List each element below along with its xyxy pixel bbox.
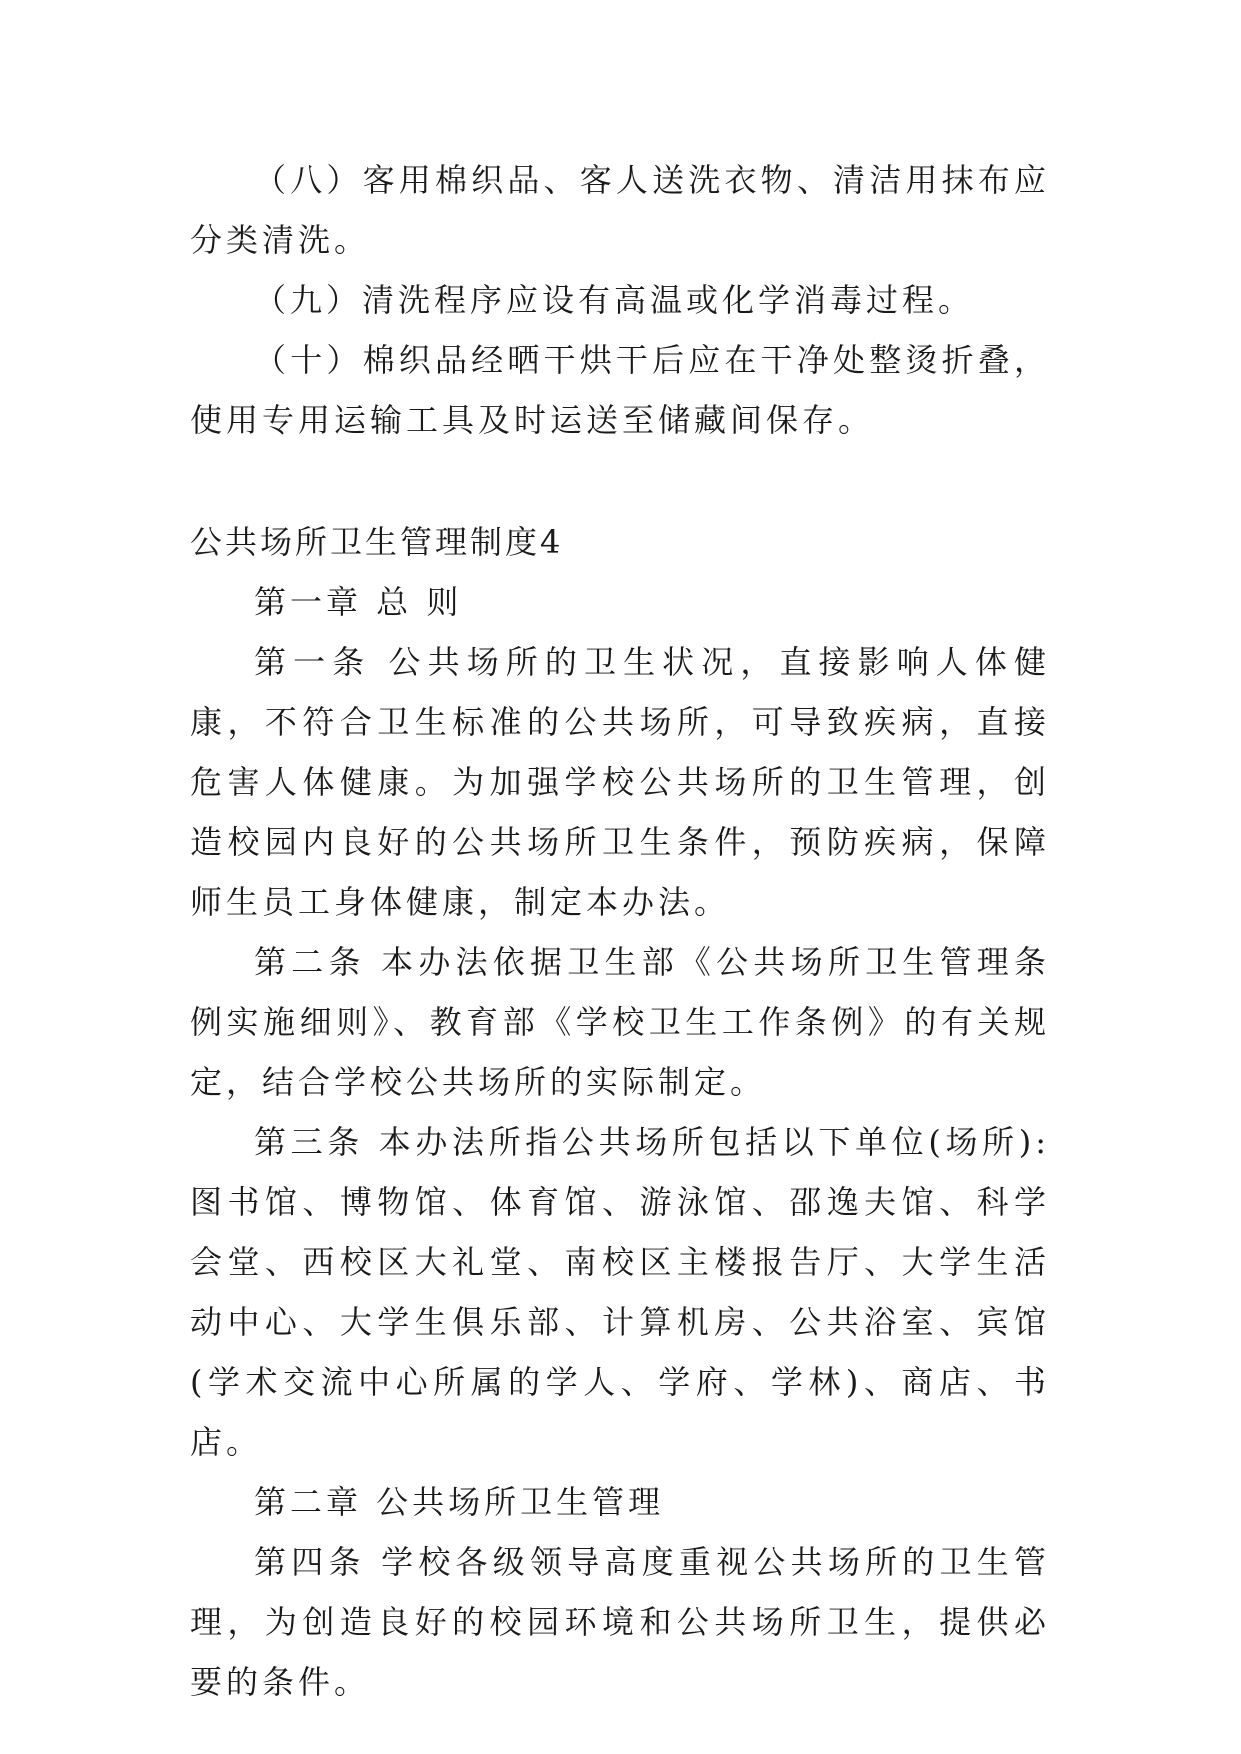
article-4: 第四条 学校各级领导高度重视公共场所的卫生管理，为创造良好的校园环境和公共场所卫生，提供必要的条件。 <box>190 1543 1050 1701</box>
document-page <box>190 150 1050 1712</box>
paragraph-item-8: （八）客用棉织品、客人送洗衣物、清洁用抹布应分类清洗。 <box>190 161 1050 259</box>
paragraph-item-9: （九）清洗程序应设有高温或化学消毒过程。 <box>254 281 975 319</box>
paragraph-item-10: （十）棉织品经晒干烘干后应在干净处整烫折叠，使用专用运输工具及时运送至储藏间保存。 <box>190 341 1050 439</box>
article-3: 第三条 本办法所指公共场所包括以下单位(场所):图书馆、博物馆、体育馆、游泳馆、邵逸夫馆、科学会堂、西校区大礼堂、南校区主楼报告厅、大学生活动中心、大学生俱乐部、计算机房、公共浴室、宾馆(学术交流中心所属的学人、学府、学林)、商店、书店。 <box>190 1123 1050 1461</box>
chapter-1-heading: 第一章 总 则 <box>254 583 463 621</box>
article-1: 第一条 公共场所的卫生状况，直接影响人体健康，不符合卫生标准的公共场所，可导致疾病，直接危害人体健康。为加强学校公共场所的卫生管理，创造校园内良好的公共场所卫生条件，预防疾病，保障师生员工身体健康，制定本办法。 <box>190 643 1050 921</box>
section-title: 公共场所卫生管理制度4 <box>190 523 564 561</box>
article-2: 第二条 本办法依据卫生部《公共场所卫生管理条例实施细则》、教育部《学校卫生工作条例》的有关规定，结合学校公共场所的实际制定。 <box>190 943 1050 1101</box>
chapter-2-heading: 第二章 公共场所卫生管理 <box>254 1483 665 1521</box>
section-gap <box>190 450 1050 512</box>
